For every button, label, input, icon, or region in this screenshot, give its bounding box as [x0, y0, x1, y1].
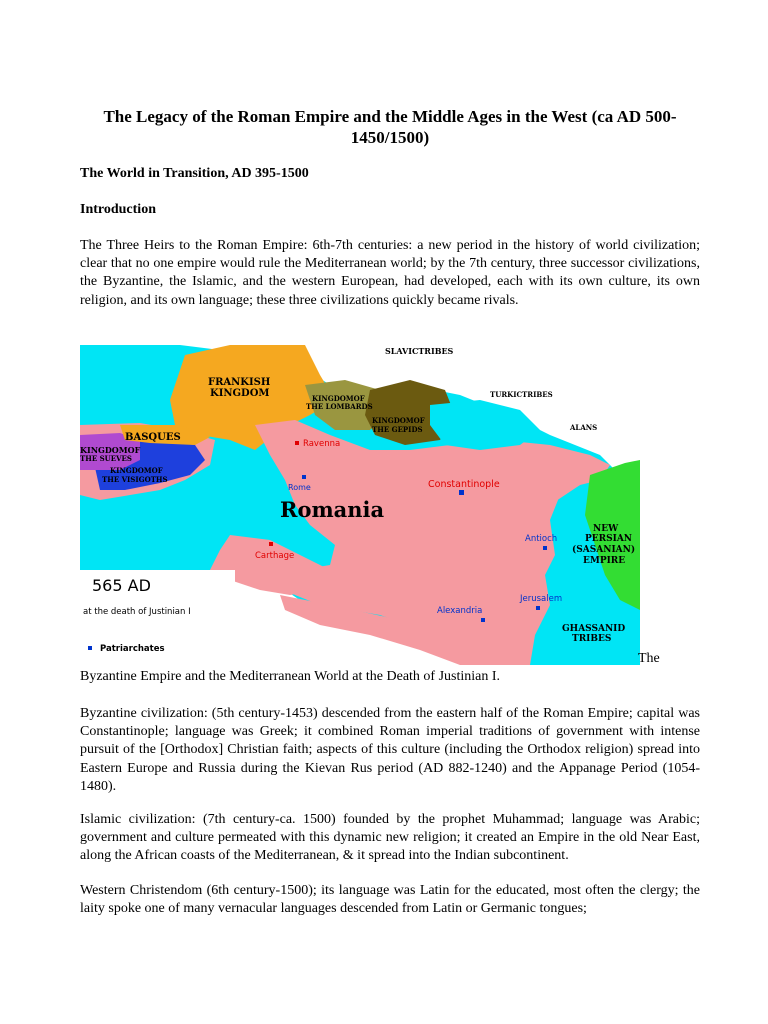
sueves-label-2: THE SUEVES: [80, 454, 132, 463]
map-year-label: 565 AD: [92, 576, 151, 595]
jerusalem-label: Jerusalem: [520, 594, 563, 604]
visigoths-label-2: THE VISIGOTHS: [102, 475, 168, 484]
alexandria-marker: [481, 618, 485, 622]
romania-label: Romania: [280, 497, 385, 522]
visigoths-label-1: KINGDOMOF: [110, 466, 163, 475]
gepids-label-2: THE GEPIDS: [372, 425, 423, 434]
basques-label: BASQUES: [125, 432, 181, 443]
map-caption: Byzantine Empire and the Mediterranean World at the Death of Justinian I.: [80, 669, 501, 684]
lombards-label-2: THE LOMBARDS: [306, 402, 373, 411]
turkic-tribes-label: TURKICTRIBES: [490, 390, 553, 399]
byzantine-paragraph: Byzantine civilization: (5th century-1453) descended from the eastern half of the Roman Empire; capital was Constantinople; language was Greek; it combined Roman imperial traditions of government with intense pursuit of the [Orthodox] Christian faith; aspects of this culture (including the Orthodox religion) spread into Eastern Europe and Russia during the Kievan Rus period (AD 882-1240) and the Appanage Period (1054-1480).: [80, 706, 700, 794]
lombards-label-1: KINGDOMOF: [312, 394, 365, 403]
persian-label-4: EMPIRE: [583, 556, 626, 566]
antioch-marker: [543, 546, 547, 550]
document-subtitle: The World in Transition, AD 395-1500: [80, 166, 309, 181]
jerusalem-marker: [536, 606, 540, 610]
frankish-label-1: FRANKISH: [208, 377, 271, 388]
rome-marker: [302, 475, 306, 479]
alans-label: ALANS: [570, 423, 598, 432]
intro-paragraph: The Three Heirs to the Roman Empire: 6th-7th centuries: a new period in the history of world civilization; clear that no one empire would rule the Mediterranean world; by the 7th century, three successor civilizations, the Byzantine, the Islamic, and the western European, had developed, each with its own culture, its own religion, and its own language; these three civilizations quickly became rivals.: [80, 238, 700, 308]
sueves-label-1: KINGDOMOF: [80, 445, 141, 455]
persian-label-3: (SASANIAN): [572, 545, 636, 555]
byzantine-map: [80, 345, 640, 665]
western-paragraph: Western Christendom (6th century-1500); its language was Latin for the educated, most often the clergy; the laity spoke one of many vernacular languages descended from Latin or Germanic tongues;: [80, 883, 700, 917]
slavic-tribes-label: SLAVICTRIBES: [385, 346, 454, 356]
persian-label-2: PERSIAN: [585, 534, 633, 544]
gepids-label-1: KINGDOMOF: [372, 416, 425, 425]
alexandria-label: Alexandria: [437, 606, 483, 616]
section-heading: Introduction: [80, 202, 156, 217]
ravenna-marker: [295, 441, 299, 445]
rome-label: Rome: [288, 483, 311, 492]
ravenna-label: Ravenna: [303, 439, 341, 449]
map-year-note: at the death of Justinian I: [83, 607, 191, 617]
frankish-label-2: KINGDOM: [210, 388, 270, 399]
caption-start: The: [638, 651, 660, 666]
islamic-paragraph: Islamic civilization: (7th century-ca. 1500) founded by the prophet Muhammad; language was Arabic; government and culture permeated with this dynamic new religion; it created an Empire in the old Near East, along the African coasts of the Mediterranean, & it spread into the Indian subcontinent.: [80, 812, 700, 864]
document-title: The Legacy of the Roman Empire and the Middle Ages in the West (ca AD 500-1450/1500): [103, 107, 677, 147]
map-graphic: [80, 345, 640, 665]
carthage-marker: [269, 542, 273, 546]
carthage-label: Carthage: [255, 551, 295, 561]
constantinople-marker: [459, 490, 464, 495]
persian-label-1: NEW: [593, 524, 619, 534]
legend-marker: [88, 646, 92, 650]
ghassanid-label-2: TRIBES: [572, 634, 612, 644]
antioch-label: Antioch: [525, 534, 558, 544]
constantinople-label: Constantinople: [428, 479, 500, 490]
legend-label: Patriarchates: [100, 644, 165, 654]
ghassanid-label-1: GHASSANID: [562, 624, 626, 634]
